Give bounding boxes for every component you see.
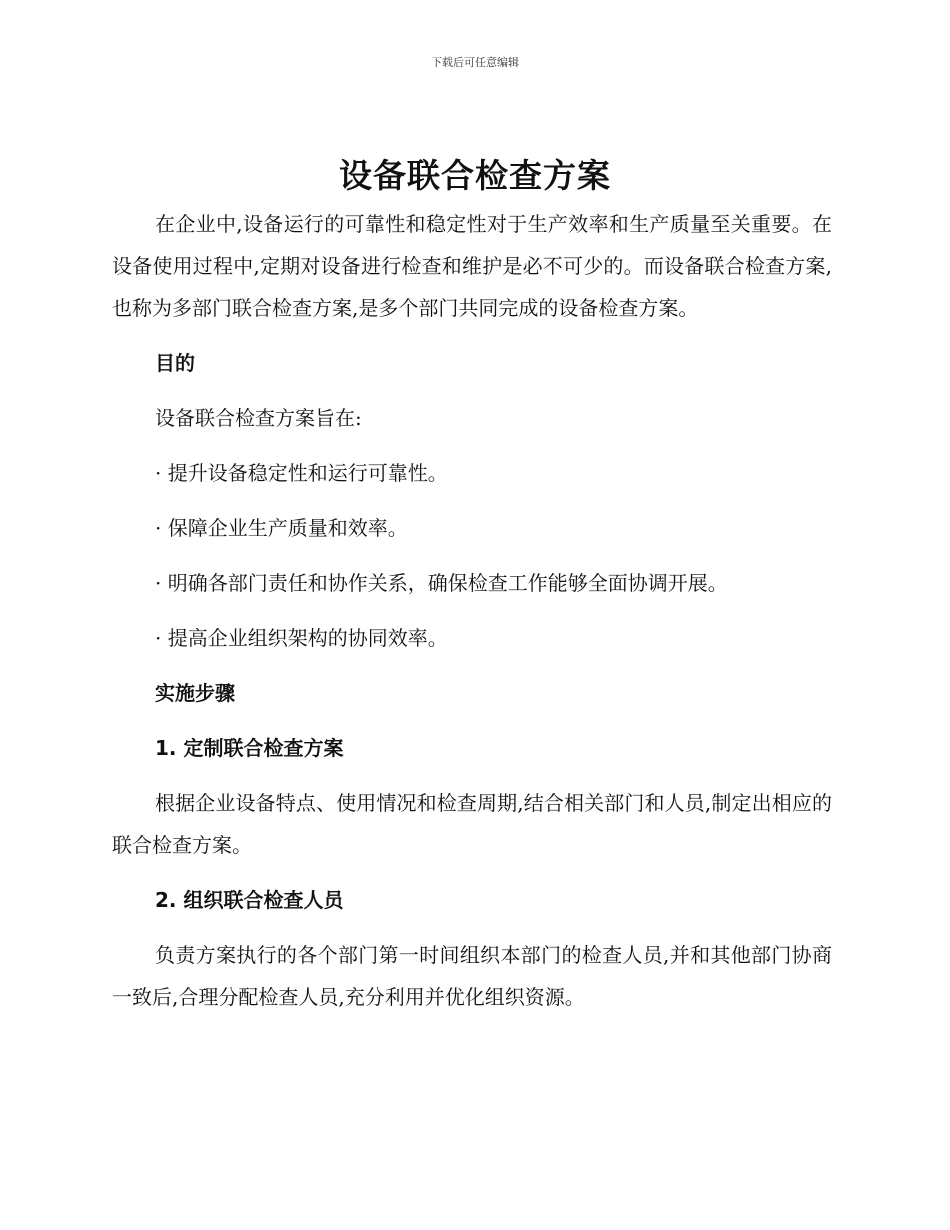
step-body: 负责方案执行的各个部门第一时间组织本部门的检查人员,并和其他部门协商一致后,合理分配检查人员,充分利用并优化组织资源。 [112,943,832,1009]
purpose-bullet: · 保障企业生产质量和效率。 [155,516,408,540]
header-note: 下载后可任意编辑 [431,56,519,69]
purpose-heading: 目的 [155,351,195,375]
intro-paragraph: 在企业中,设备运行的可靠性和稳定性对于生产效率和生产质量至关重要。在设备使用过程中,定期对设备进行检查和维护是必不可少的。而设备联合检查方案,也称为多部门联合检查方案,是多个部门共同完成的设备检查方案。 [112,212,832,320]
purpose-bullet: · 明确各部门责任和协作关系，确保检查工作能够全面协调开展。 [155,571,728,595]
step-body: 根据企业设备特点、使用情况和检查周期,结合相关部门和人员,制定出相应的联合检查方案。 [112,791,832,857]
document-title: 设备联合检查方案 [339,156,611,195]
purpose-bullet: · 提升设备稳定性和运行可靠性。 [155,461,448,485]
document-body [112,203,832,1018]
purpose-lead: 设备联合检查方案旨在: [155,406,362,430]
steps-heading: 实施步骤 [155,681,235,705]
step-title: 2. 组织联合检查人员 [155,888,344,912]
purpose-bullet: · 提高企业组织架构的协同效率。 [155,626,448,650]
step-title: 1. 定制联合检查方案 [155,736,344,760]
